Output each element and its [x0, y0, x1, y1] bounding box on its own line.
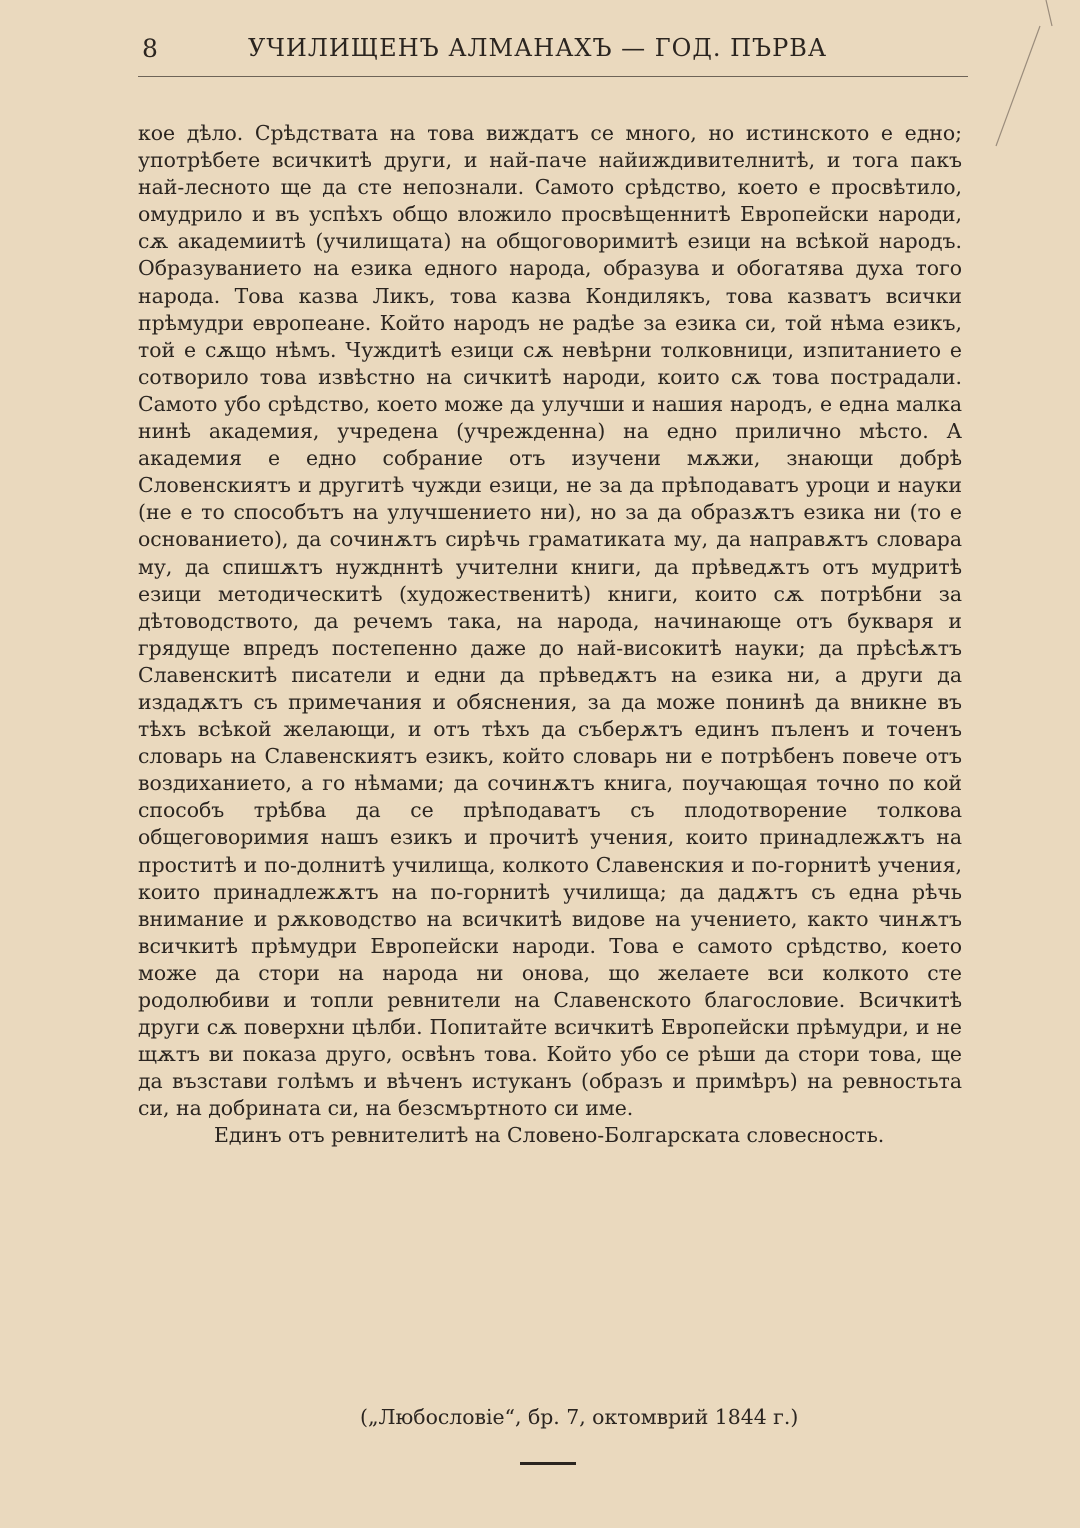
body-text — [138, 120, 962, 1150]
end-rule — [520, 1462, 576, 1465]
source-citation: („Любословіе“, бр. 7, октомврий 1844 г.) — [360, 1405, 799, 1429]
header-rule — [138, 76, 968, 77]
running-title: УЧИЛИЩЕНЪ АЛМАНАХЪ — ГОД. ПЪРВА — [248, 34, 828, 62]
signature: Единъ отъ ревнителитѣ на Словено-Болгарската словесность. — [214, 1123, 885, 1148]
page-number: 8 — [142, 34, 159, 63]
page-header — [138, 34, 968, 74]
main-paragraph: кое дѣло. Срѣдствата на това виждатъ се много, но истинското е едно; употрѣбете всичкитѣ други, и най-паче найиждивителнитѣ, и тога пакъ най-лесното ще да сте непознали. Самото срѣдство, което е просвѣтило, омудрило и въ успѣхъ общо вложило просвѣщеннитѣ Европейски народи, сѫ академиитѣ (училищата) на общоговоримитѣ езици на всѣкой народъ. Образуванието на езика едного народа, образува и обогатява духа того народа. Това казва Ликъ, това казва Кондилякъ, това казватъ всички прѣмудри европеане. Който народъ не радѣе за езика си, той нѣма езикъ, той е сѫщо нѣмъ. Чуждитѣ езици сѫ невѣрни толковници, изпитанието е сотворило това извѣстно на сичкитѣ народи, които сѫ това пострадали. Самото убо срѣдство, което може да улучши и нашия народъ, е една малка нинѣ академия, учредена (учрежденна) на едно прилично мѣсто. А академия е едно собрание отъ изучени мѫжи, знающи добрѣ Словенскиятъ и другитѣ чужди езици, не за да прѣподаватъ уроци и науки (не е то способътъ на улучшението ни), но за да образѫтъ езика ни (то е основанието), да сочинѫтъ сирѣчь граматиката му, да направѫтъ словара му, да спишѫтъ нуждннтѣ учителни книги, да прѣведѫтъ отъ мудритѣ езици методическитѣ (художественитѣ) книги, които сѫ потрѣбни за дѣтоводството, да речемъ така, на народа, начинающе отъ букваря и грядуще впредъ постепенно даже до най-високитѣ науки; да прѣсѣѫтъ Славенскитѣ писатели и едни да прѣведѫтъ на езика ни, а други да издадѫтъ съ примечания и обяснения, за да може понинѣ да вникне въ тѣхъ всѣкой желающи, и отъ тѣхъ да съберѫтъ единъ пъленъ и точенъ словарь на Славенскиятъ езикъ, който словарь ни е потрѣбенъ повече отъ воздиханието, а го нѣмами; да сочинѫтъ книга, поучающая точно по кой способъ трѣбва да се прѣподаватъ съ плодотворение толкова общеговоримия нашъ езикъ и прочитѣ учения, които принадлежѫтъ на проститѣ и по-долнитѣ училища, колкото Славенския и по-горнитѣ учения, които принадлежѫтъ на по-горнитѣ училища; да дадѫтъ съ една рѣчь внимание и рѫководство на всичкитѣ видове на учението, както чинѫтъ всичкитѣ прѣмудри Европейски народи. Това е самото срѣдство, което може да стори на народа ни онова, що желаете вси колкото сте родолюбиви и топли ревнители на Славенското благословие. Всичкитѣ други сѫ поверхни цѣлби. Попитайте всичкитѣ Европейски прѣмудри, и не щѫтъ ви показа друго, освѣнъ това. Който убо се рѣши да стори това, ще да възстави голѣмъ и вѣченъ истуканъ (образъ и примѣръ) на ревностьта си, на добрината си, на безсмъртното си име. — [138, 121, 962, 1121]
